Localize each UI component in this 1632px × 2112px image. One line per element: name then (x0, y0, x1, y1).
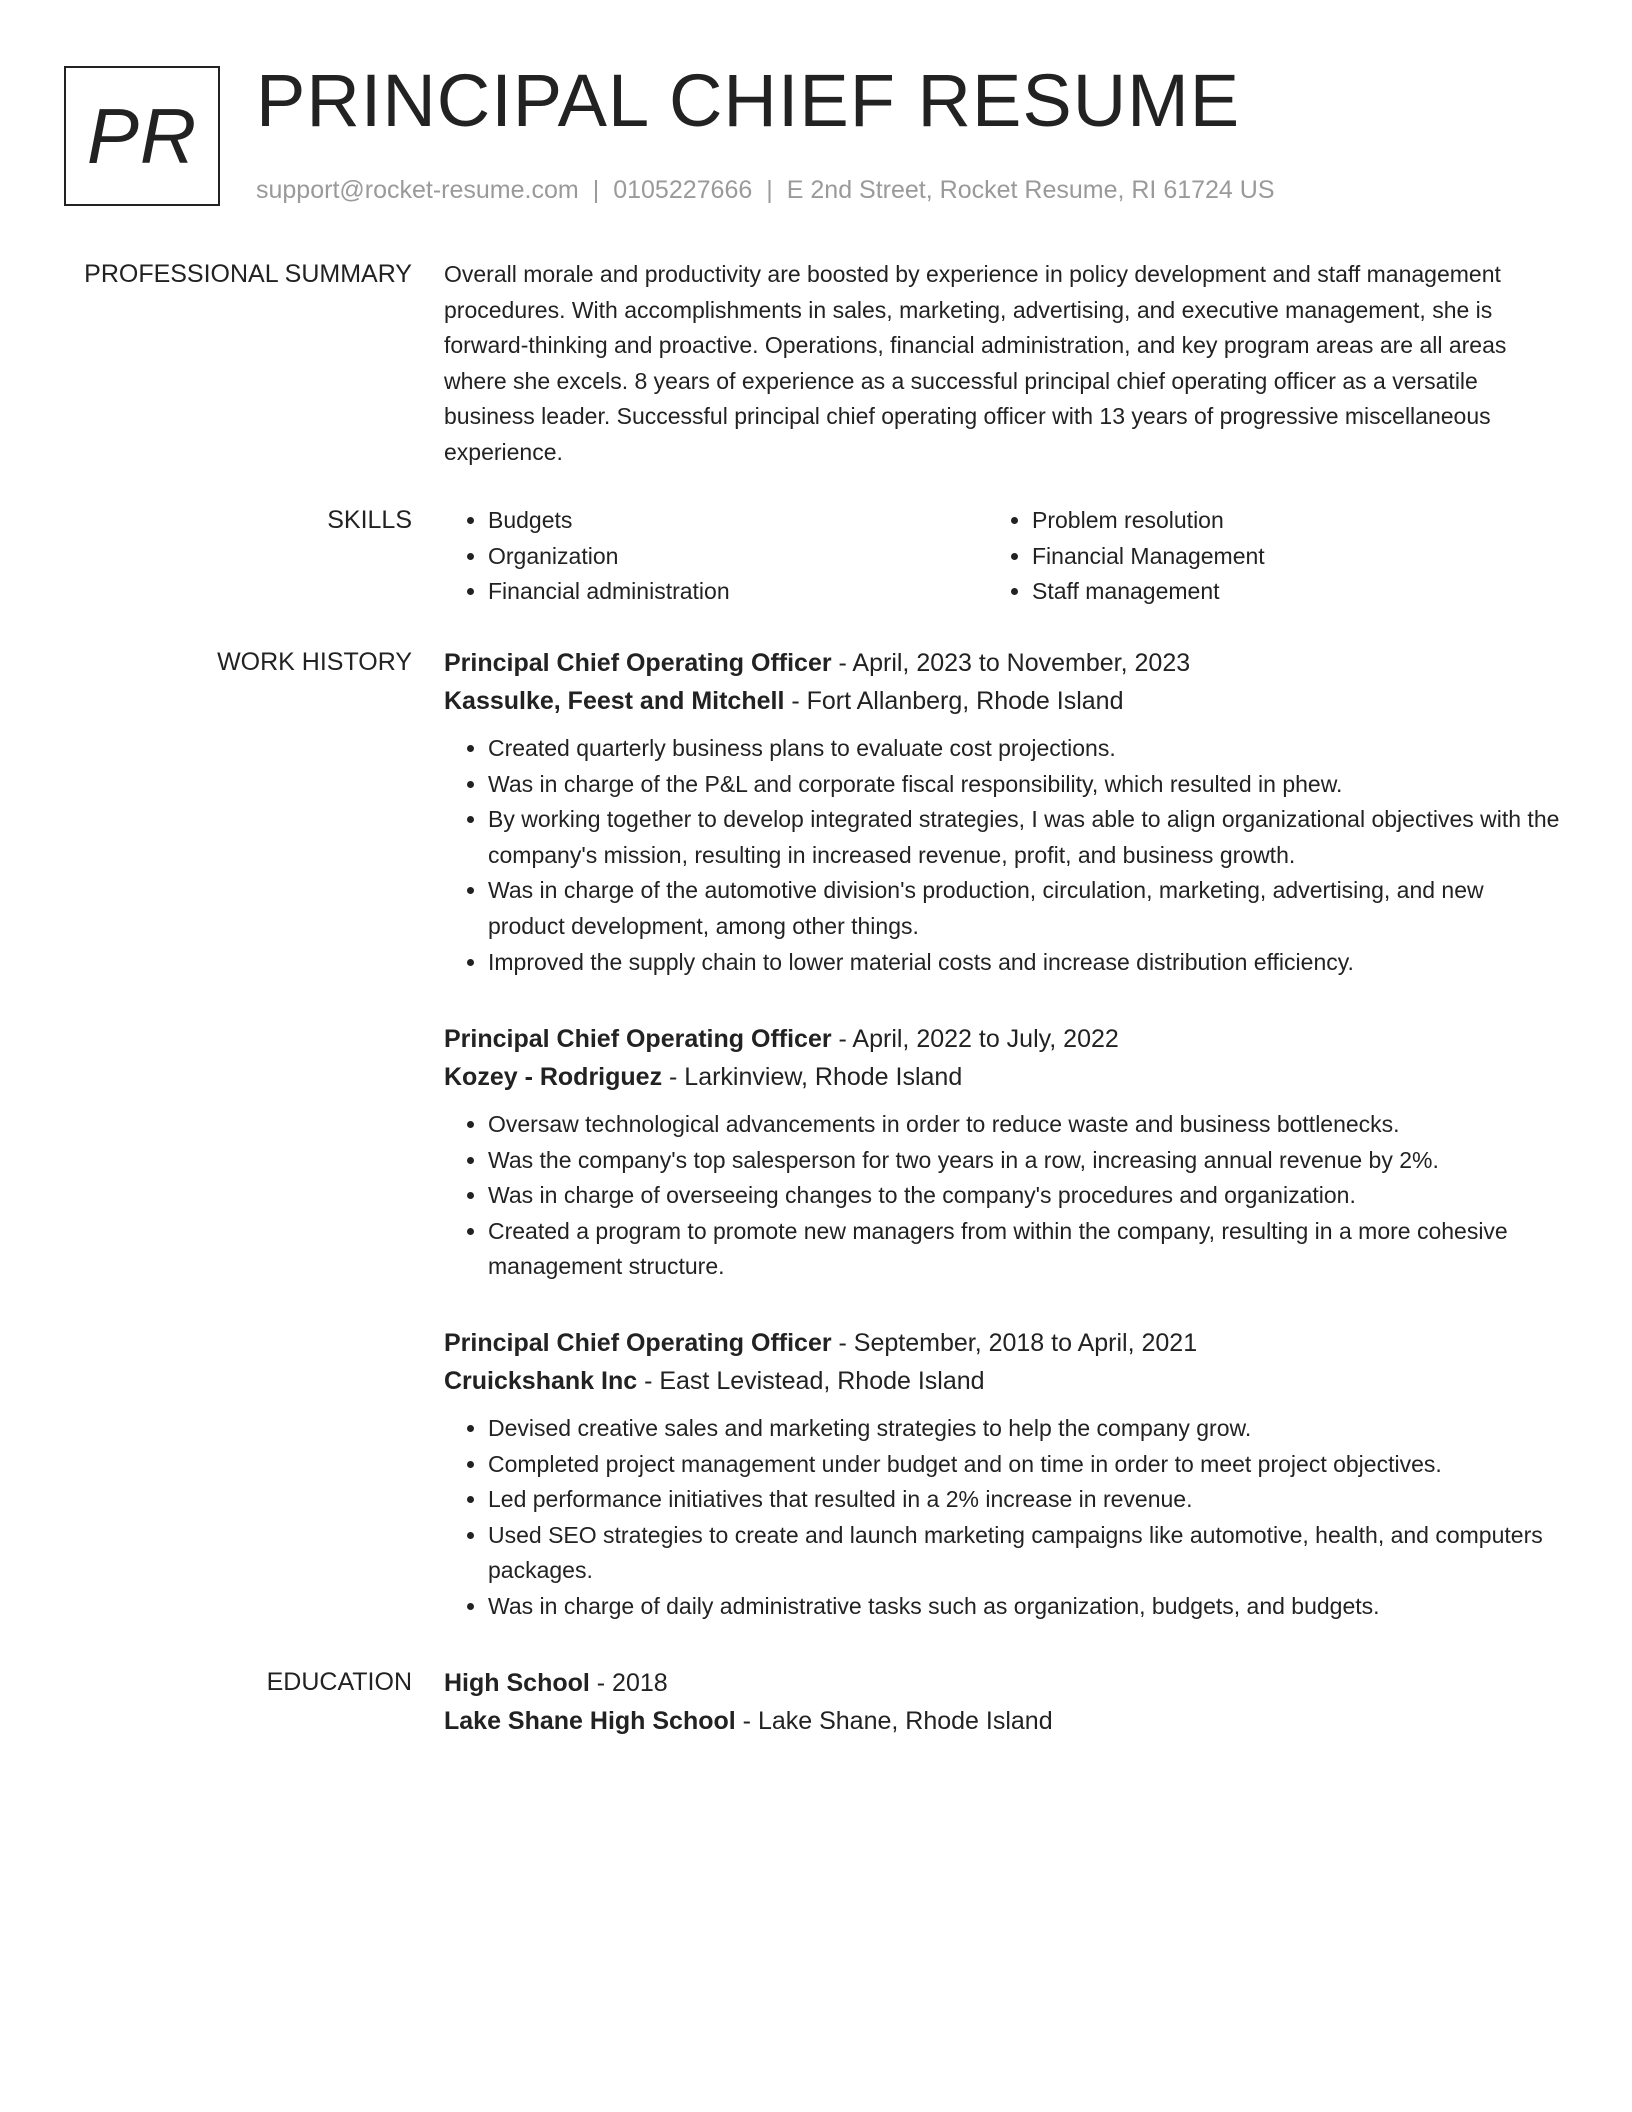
skills-column-1 (444, 503, 988, 610)
monogram-initials: PR (86, 91, 198, 180)
education-degree-line (444, 1664, 1564, 1702)
job-company: Cruickshank Inc (444, 1367, 638, 1395)
contact-line (256, 172, 1275, 208)
monogram-box (64, 66, 220, 206)
contact-address: E 2nd Street, Rocket Resume, RI 61724 US (786, 176, 1275, 204)
contact-separator: | (592, 176, 600, 204)
job-bullet: • Was in charge of the P&L and corporate fiscal responsibility, which resulted in phew. (488, 767, 1564, 803)
job-company: Kassulke, Feest and Mitchell (444, 687, 785, 715)
skill-item: • Staff management (1032, 574, 1532, 610)
job-bullet: • Was the company's top salesperson for two years in a row, increasing annual revenue by 2%. (488, 1143, 1564, 1179)
job-title: Principal Chief Operating Officer (444, 649, 832, 677)
job-title-line (444, 1324, 1564, 1362)
job-bullet: • Oversaw technological advancements in order to reduce waste and business bottlenecks. (488, 1107, 1564, 1143)
job-title-line (444, 1020, 1564, 1058)
skill-item: • Problem resolution (1032, 503, 1532, 539)
job-location: - East Levistead, Rhode Island (637, 1367, 985, 1395)
job-title: Principal Chief Operating Officer (444, 1329, 832, 1357)
education-content (444, 1664, 1564, 1740)
job-bullet: • Improved the supply chain to lower material costs and increase distribution efficiency. (488, 945, 1564, 981)
job-bullet: • Was in charge of overseeing changes to the company's procedures and organization. (488, 1178, 1564, 1214)
summary-text: Overall morale and productivity are boosted by experience in policy development and staff management procedures. With accomplishments in sales, marketing, advertising, and executive management, she is forward-thinking and proactive. Operations, financial administration, and key program areas are all areas where she excels. 8 years of experience as a successful principal chief operating officer as a versatile business leader. Successful principal chief operating officer with 13 years of progressive miscellaneous experience. (444, 261, 1507, 465)
summary-content (444, 257, 1564, 471)
resume-title: PRINCIPAL CHIEF RESUME (256, 59, 1241, 142)
education-year: - 2018 (589, 1669, 668, 1697)
skills-column-2 (988, 503, 1532, 610)
education-school: Lake Shane High School (444, 1707, 736, 1735)
skills-list (444, 503, 1564, 610)
job-location: - Fort Allanberg, Rhode Island (784, 687, 1124, 715)
job-location: - Larkinview, Rhode Island (662, 1063, 963, 1091)
education-degree: High School (444, 1669, 590, 1697)
job-company-line (444, 1362, 1564, 1400)
job-title: Principal Chief Operating Officer (444, 1025, 832, 1053)
job-bullet: • By working together to develop integrated strategies, I was able to align organizational objectives with the company's mission, resulting in increased revenue, profit, and business growth. (488, 802, 1564, 873)
job-title-line (444, 644, 1564, 682)
job-bullet: • Created a program to promote new managers from within the company, resulting in a more cohesive management structure. (488, 1214, 1564, 1285)
contact-email: support@rocket-resume.com (256, 176, 579, 204)
job-dates: - April, 2023 to November, 2023 (831, 649, 1191, 677)
job-bullet: • Was in charge of the automotive division's production, circulation, marketing, advertising, and new product development, among other things. (488, 873, 1564, 944)
job-entry (444, 1324, 1564, 1625)
job-bullet: • Completed project management under budget and on time in order to meet project objectives. (488, 1447, 1564, 1483)
education-location: - Lake Shane, Rhode Island (735, 1707, 1053, 1735)
job-bullets (444, 731, 1564, 980)
job-entry (444, 1020, 1564, 1285)
job-entry (444, 644, 1564, 980)
summary-heading: PROFESSIONAL SUMMARY (84, 260, 412, 288)
work-history-heading: WORK HISTORY (217, 648, 412, 676)
job-bullet: • Was in charge of daily administrative tasks such as organization, budgets, and budgets. (488, 1589, 1564, 1625)
skill-item: • Budgets (488, 503, 988, 539)
job-bullet: • Led performance initiatives that resulted in a 2% increase in revenue. (488, 1482, 1564, 1518)
education-school-line (444, 1702, 1564, 1740)
skill-item: • Financial Management (1032, 539, 1532, 575)
job-company: Kozey - Rodriguez (444, 1063, 663, 1091)
contact-separator: | (766, 176, 773, 204)
job-bullet: • Used SEO strategies to create and launch marketing campaigns like automotive, health, and computers packages. (488, 1518, 1564, 1589)
education-heading: EDUCATION (266, 1668, 412, 1696)
contact-phone: 0105227666 (613, 176, 753, 204)
skill-item: • Organization (488, 539, 988, 575)
job-bullet: • Created quarterly business plans to evaluate cost projections. (488, 731, 1564, 767)
job-bullet: • Devised creative sales and marketing strategies to help the company grow. (488, 1411, 1564, 1447)
skills-heading: SKILLS (327, 506, 412, 534)
job-dates: - September, 2018 to April, 2021 (831, 1329, 1198, 1357)
job-bullets (444, 1411, 1564, 1625)
job-bullets (444, 1107, 1564, 1285)
job-company-line (444, 1058, 1564, 1096)
job-company-line (444, 682, 1564, 720)
job-dates: - April, 2022 to July, 2022 (831, 1025, 1119, 1053)
skill-item: • Financial administration (488, 574, 988, 610)
